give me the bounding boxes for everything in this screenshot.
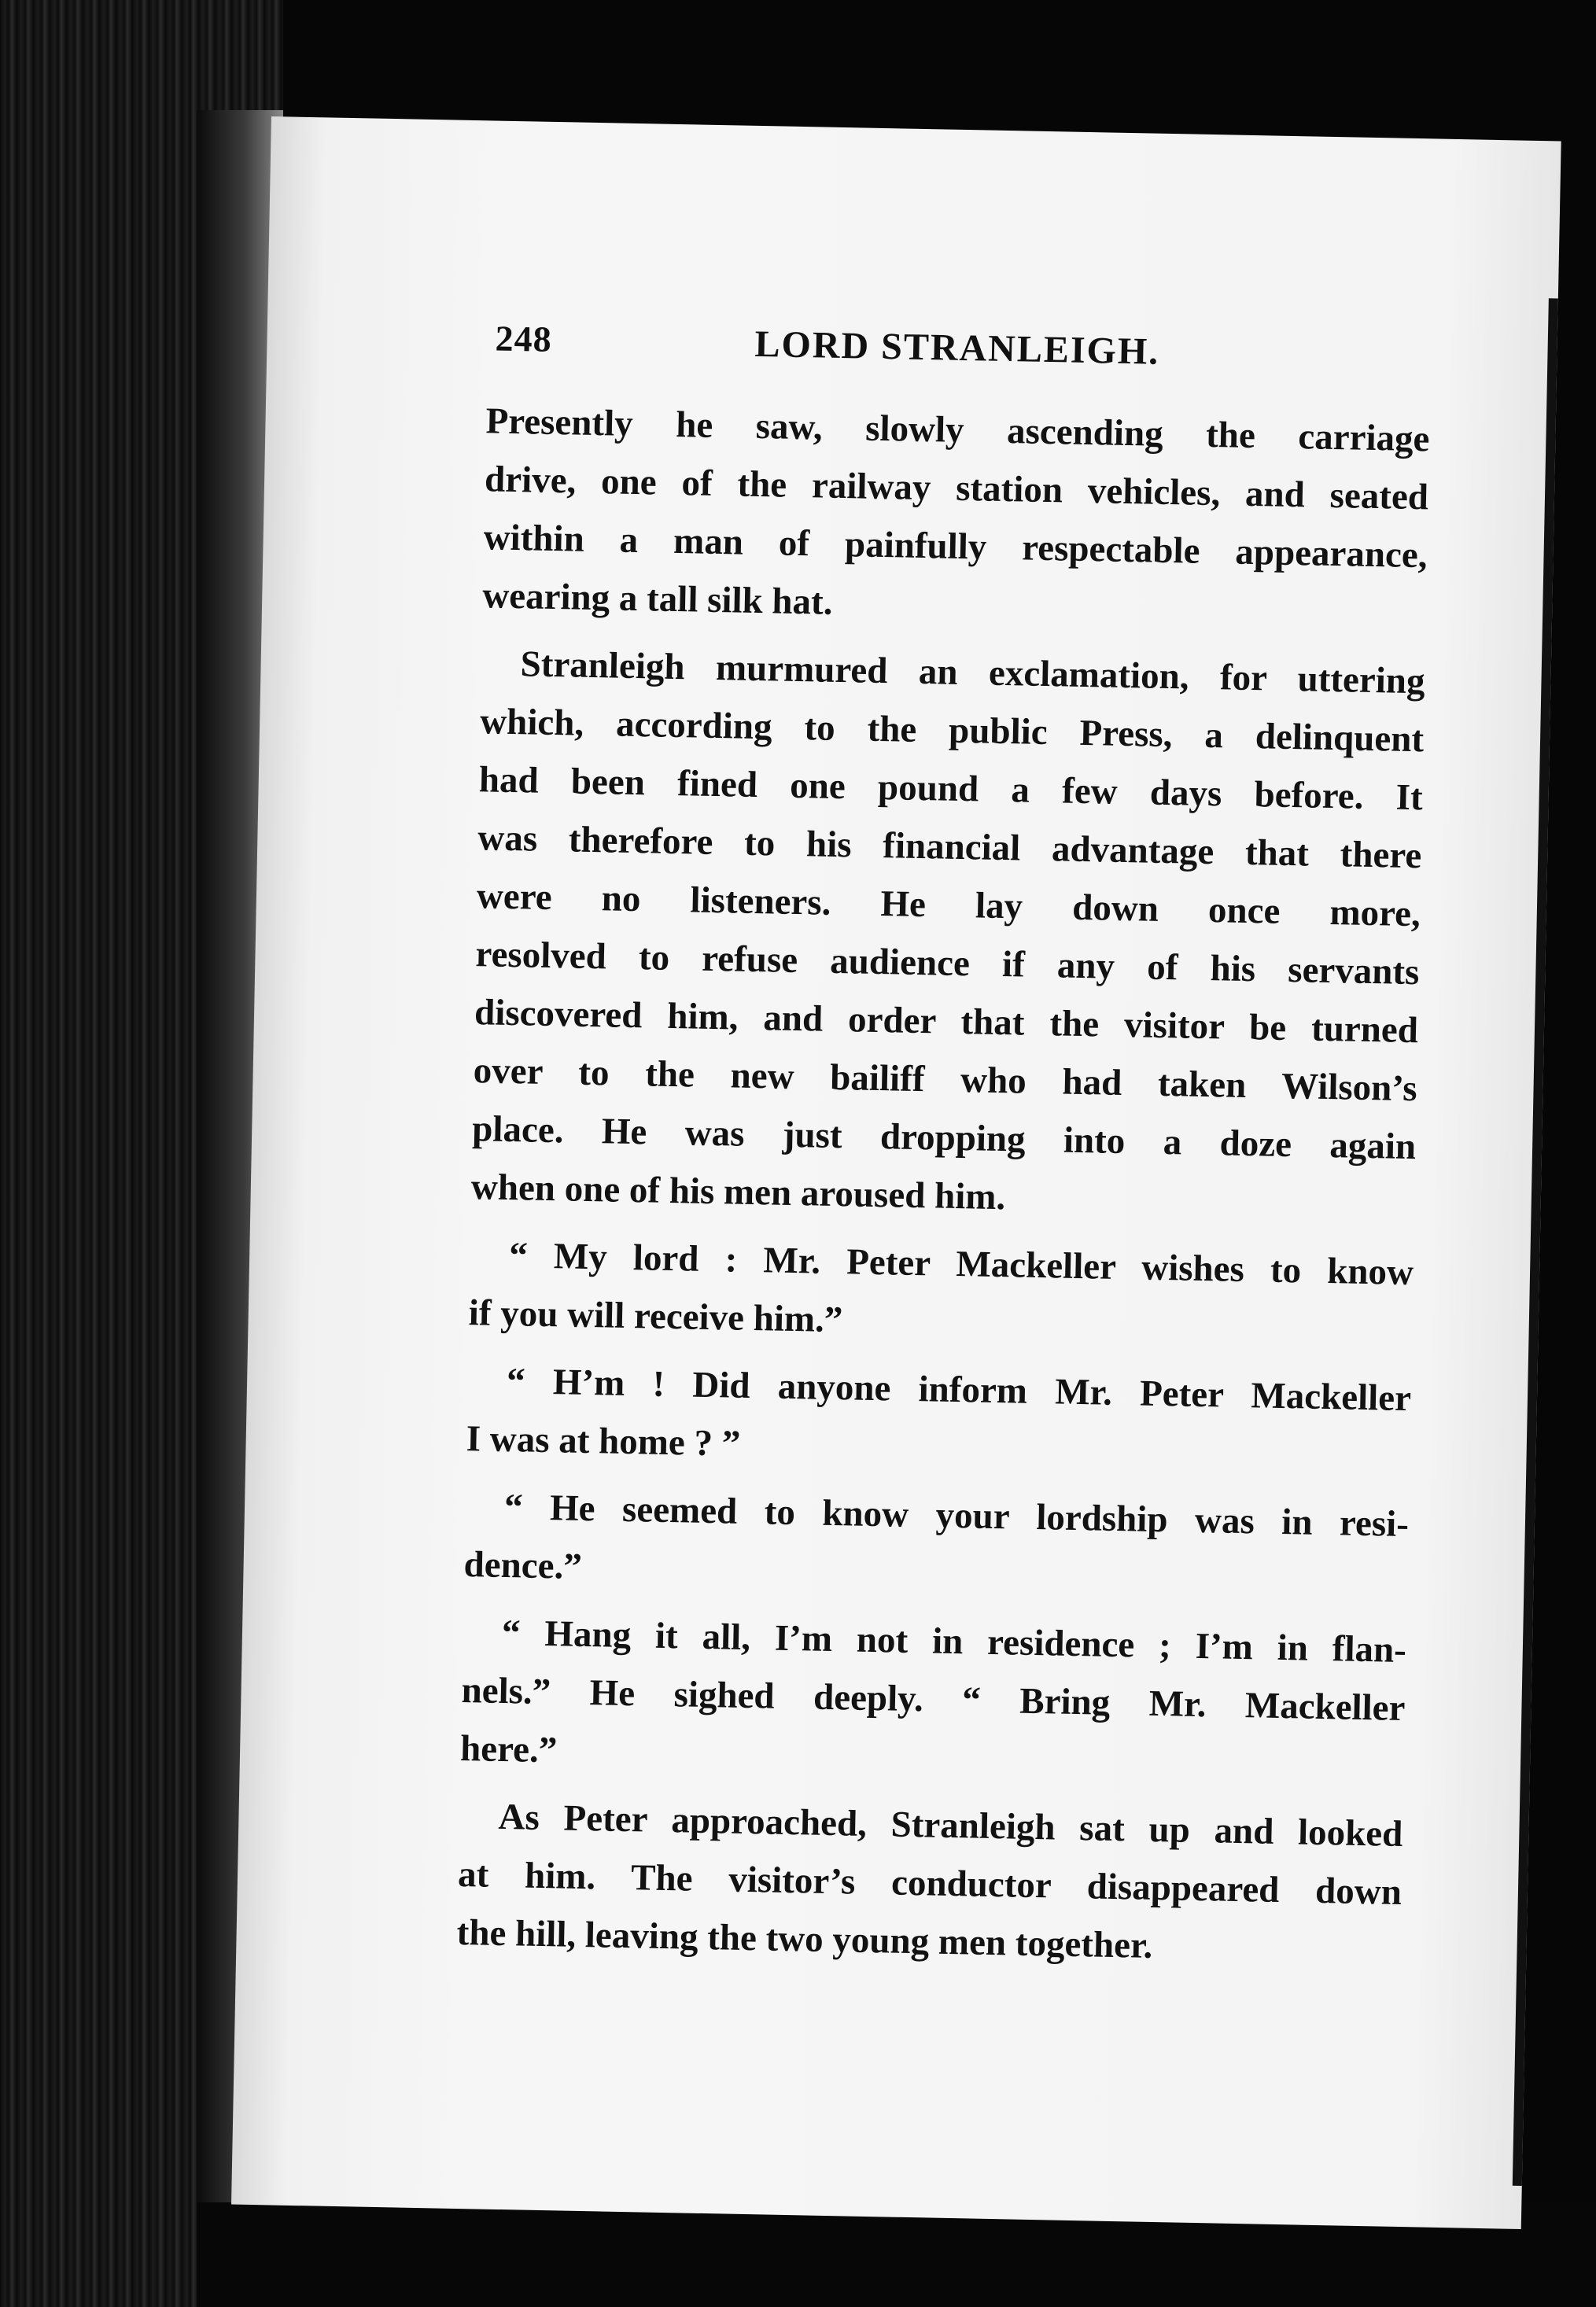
paragraph: [482, 392, 1430, 643]
running-title: LORD STRANLEIGH.: [754, 322, 1160, 373]
text-line: was therefore to his financial advantage that there: [477, 817, 1422, 877]
book-page: [231, 116, 1561, 2229]
text-line: Presently he saw, slowly ascending the carriage: [485, 400, 1430, 460]
paragraph: [459, 1603, 1406, 1796]
text-line: had been fined one pound a few days before. It: [478, 759, 1424, 819]
text-line: As Peter approached, Stranleigh sat up and looked: [498, 1796, 1403, 1856]
paragraph: [456, 1787, 1403, 1980]
page-edge: [1513, 298, 1558, 2186]
text-line: resolved to refuse audience if any of his servants: [475, 934, 1420, 993]
text-line: which, according to the public Press, a delinquent: [479, 701, 1425, 761]
text-line: I was at home ? ”: [466, 1418, 741, 1465]
text-line: “ H’m ! Did anyone inform Mr. Peter Mackeller: [506, 1361, 1412, 1420]
text-line: when one of his men aroused him.: [470, 1166, 1006, 1218]
text-line: drive, one of the railway station vehicles, and seated: [484, 459, 1429, 518]
text-line: dence.”: [463, 1544, 583, 1587]
text-line: nels.” He sighed deeply. “ Bring Mr. Mackeller: [461, 1670, 1406, 1730]
text-line: were no listeners. He lay down once more,: [476, 875, 1421, 935]
page-header: [495, 318, 1471, 400]
paragraph: [466, 1351, 1412, 1486]
text-line: over to the new bailiff who had taken Wilson’s: [473, 1050, 1418, 1110]
text-line: Stranleigh murmured an exclamation, for uttering: [520, 643, 1425, 702]
text-line: if you will receive him.”: [468, 1292, 843, 1341]
text-line: “ He seemed to know your lordship was in resi-: [503, 1487, 1410, 1546]
text-line: wearing a tall silk hat.: [481, 575, 833, 623]
text-line: within a man of painfully respectable appearance,: [483, 517, 1428, 577]
text-line: place. He was just dropping into a doze again: [471, 1108, 1417, 1168]
text-line: at him. The visitor’s conductor disappeared down: [457, 1853, 1402, 1913]
paragraph: [468, 1225, 1414, 1360]
text-line: “ Hang it all, I’m not in residence ; I’m in flan-: [501, 1612, 1407, 1671]
text-line: here.”: [459, 1727, 558, 1771]
paragraph: [463, 1477, 1410, 1612]
text-line: the hill, leaving the two young men together.: [456, 1911, 1153, 1966]
body-text: [456, 392, 1430, 1989]
text-line: “ My lord : Mr. Peter Mackeller wishes to know: [508, 1235, 1414, 1294]
paragraph: [470, 634, 1425, 1234]
page-number: 248: [495, 318, 553, 359]
text-line: discovered him, and order that the visitor be turned: [474, 992, 1419, 1052]
